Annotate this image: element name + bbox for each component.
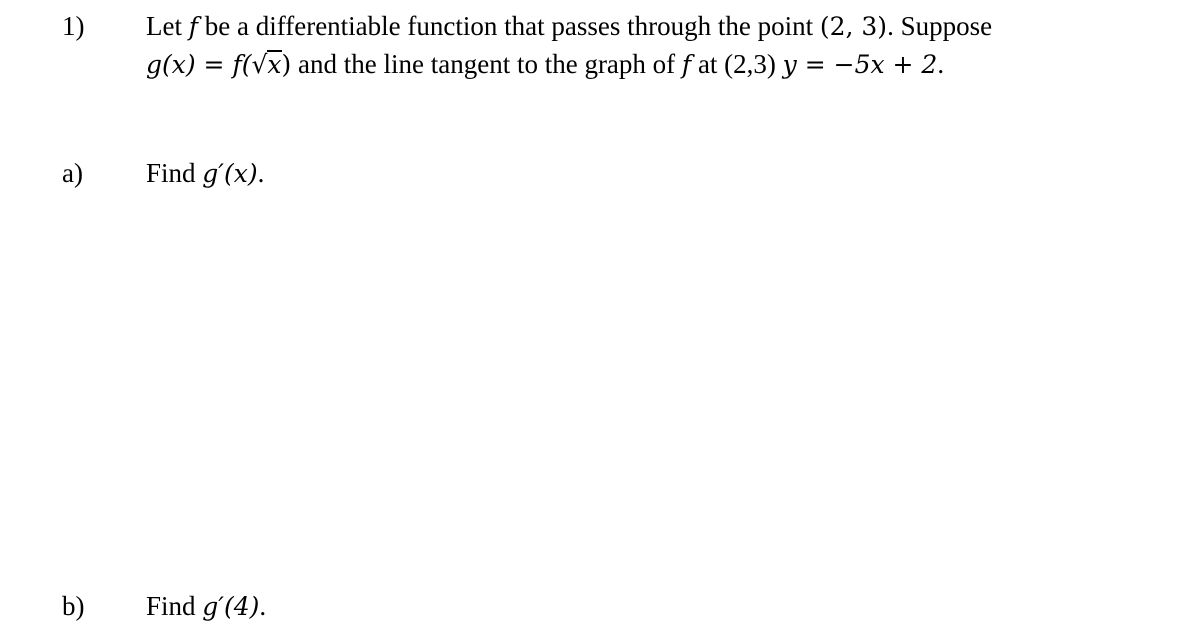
part-b-label: b) xyxy=(62,591,85,621)
part-a-question xyxy=(146,157,264,190)
text-segment: Find xyxy=(146,158,203,188)
text-segment: . xyxy=(257,158,265,188)
radicand: x xyxy=(267,50,282,79)
part-b-question xyxy=(146,590,266,623)
tangent-line-equation: y = −5x + 2 xyxy=(782,50,938,79)
part-a-label: a) xyxy=(62,158,83,188)
problem-statement-line-2 xyxy=(146,48,944,81)
text-segment: be a differentiable function that passes through the point xyxy=(198,11,820,41)
derivative-expression: g′(x) xyxy=(202,159,258,188)
close-paren: ) xyxy=(281,50,292,79)
text-segment: and the line tangent to the graph of xyxy=(291,49,682,79)
problem-number: 1) xyxy=(62,11,85,41)
text-segment: at (2,3) xyxy=(691,49,783,79)
function-f: f xyxy=(188,12,198,41)
text-segment: . xyxy=(259,591,267,621)
derivative-expression: g′(4) xyxy=(202,592,260,621)
square-root xyxy=(251,49,281,81)
text-segment: . Suppose xyxy=(887,11,993,41)
text-segment: Find xyxy=(146,591,203,621)
point-coordinates: (2, 3) xyxy=(819,12,888,41)
text-segment: . xyxy=(937,49,945,79)
text-segment: Let xyxy=(146,11,189,41)
radical-sign: √ xyxy=(251,50,268,79)
g-definition: g(x) = f( xyxy=(146,50,252,79)
function-f: f xyxy=(681,50,692,79)
problem-statement-line-1 xyxy=(146,10,992,43)
